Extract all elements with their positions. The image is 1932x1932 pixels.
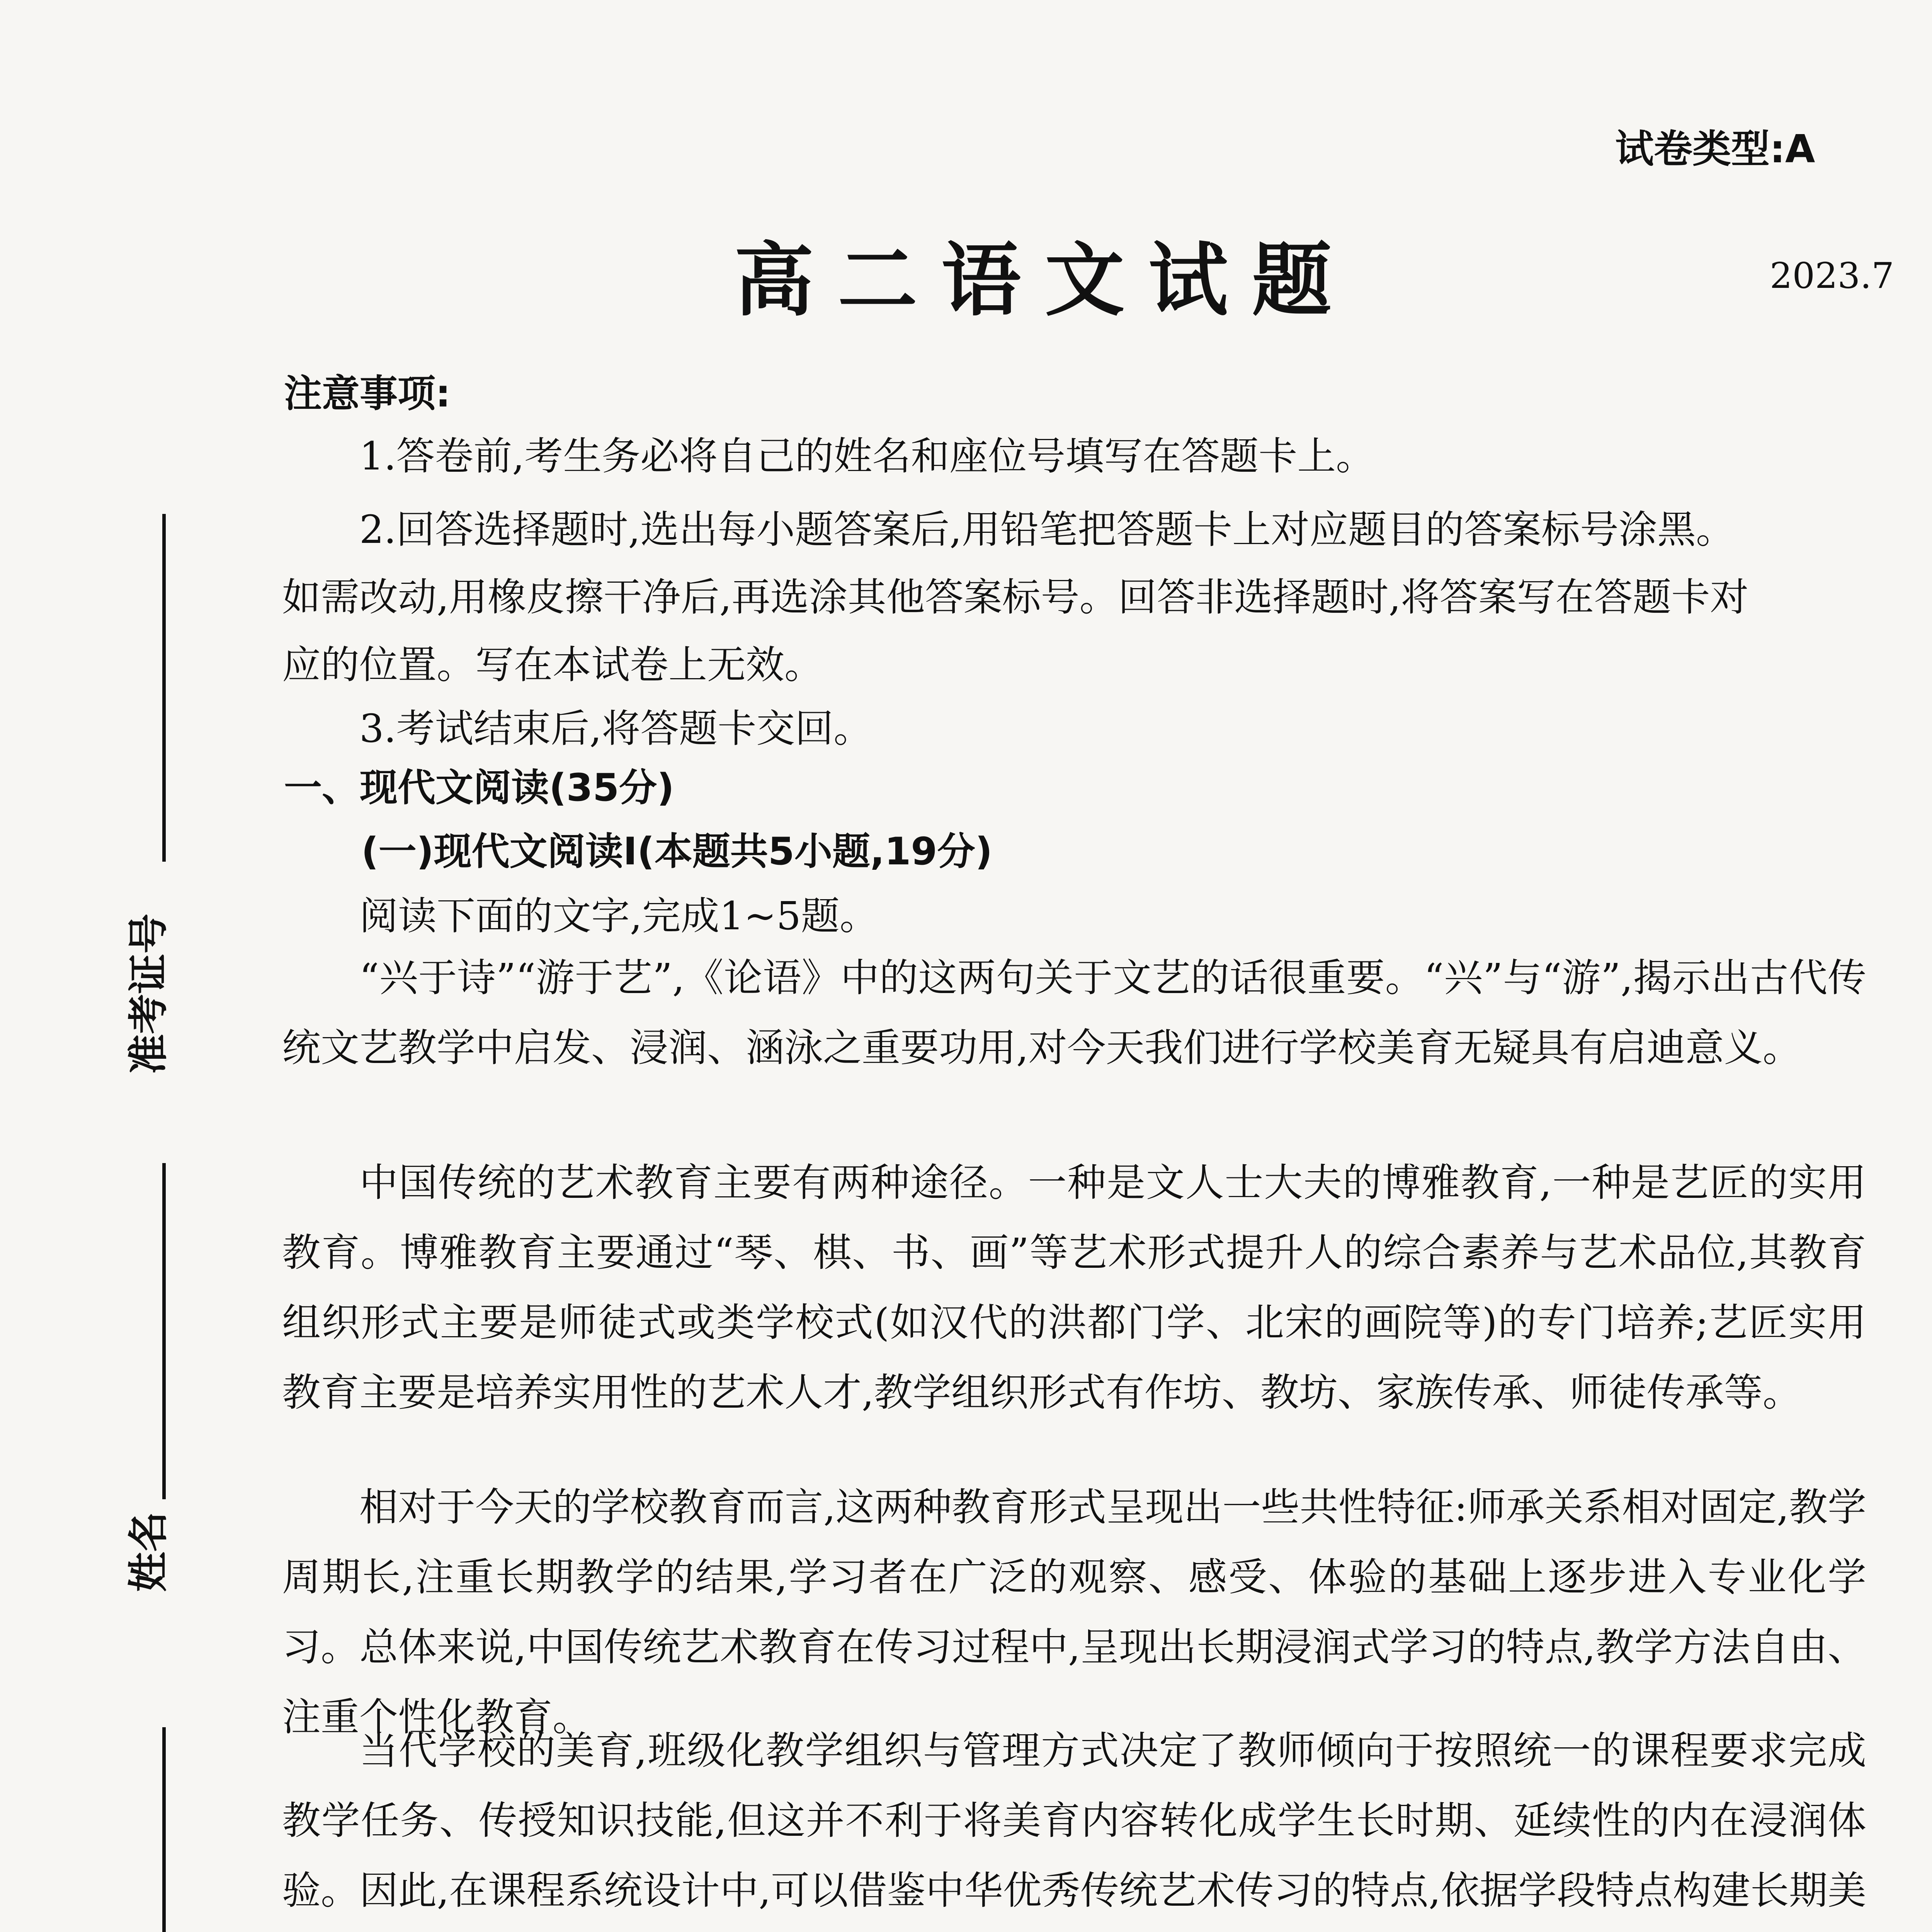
passage-paragraph-2: 中国传统的艺术教育主要有两种途径。一种是文人士大夫的博雅教育,一种是艺匠的实用教育。博雅教育主要通过“琴、棋、书、画”等艺术形式提升人的综合素养与艺术品位,其教育组织形式主要是师徒式或类学校式(如汉代的洪都门学、北宋的画院等)的专门培养;艺匠实用教育主要是培养实用性的艺术人才,教学组织形式有作坊、教坊、家族传承、师徒传承等。 — [282, 1160, 1866, 1415]
passage-paragraph-1: “兴于诗”“游于艺”,《论语》中的这两句关于文艺的话很重要。“兴”与“游”,揭示出古代传统文艺教学中启发、浸润、涵泳之重要功用,对今天我们进行学校美育无疑具有启迪意义。 — [282, 955, 1866, 1070]
exam-type: 试卷类型:A — [1615, 126, 1815, 172]
passage-paragraph-3: 相对于今天的学校教育而言,这两种教育形式呈现出一些共性特征:师承关系相对固定,教学周期长,注重长期教学的结果,学习者在广泛的观察、感受、体验的基础上逐步进入专业化学习。总体来说,中国传统艺术教育在传习过程中,呈现出长期浸润式学习的特点,教学方法自由、注重个性化教育。 — [282, 1485, 1866, 1740]
passage-paragraph-4: 当代学校的美育,班级化教学组织与管理方式决定了教师倾向于按照统一的课程要求完成教学任务、传授知识技能,但这并不利于将美育内容转化成学生长时期、延续性的内在浸润体验。因此,在课程系统设计中,可以借鉴中华优秀传统艺术传习的特点,依据学段特点构建长期美 — [282, 1728, 1866, 1913]
notes-item-2-cont: 如需改动,用橡皮擦干净后,再选涂其他答案标号。回答非选择题时,将答案写在答题卡对 — [282, 575, 1749, 620]
page-title: 高二语文试题 — [734, 233, 1356, 327]
notes-item-1: 1.答卷前,考生务必将自己的姓名和座位号填写在答题卡上。 — [359, 434, 1375, 479]
name-label: 姓名 — [125, 1511, 172, 1592]
section-heading: 一、现代文阅读(35分) — [284, 766, 674, 810]
ticket-number-label: 准考证号 — [125, 913, 172, 1074]
ticket-number-line — [162, 514, 166, 862]
notes-item-2: 2.回答选择题时,选出每小题答案后,用铅笔把答题卡上对应题目的答案标号涂黑。 — [359, 507, 1735, 552]
subsection-heading: (一)现代文阅读Ⅰ(本题共5小题,19分) — [361, 830, 993, 874]
name-line — [162, 1163, 166, 1499]
notes-item-2-cont2: 应的位置。写在本试卷上无效。 — [282, 642, 823, 687]
notes-item-3: 3.考试结束后,将答题卡交回。 — [359, 706, 872, 751]
exam-date: 2023.7 — [1770, 255, 1894, 296]
notes-heading: 注意事项: — [284, 372, 451, 416]
school-line — [162, 1727, 166, 1932]
reading-instruction: 阅读下面的文字,完成1~5题。 — [359, 893, 878, 939]
